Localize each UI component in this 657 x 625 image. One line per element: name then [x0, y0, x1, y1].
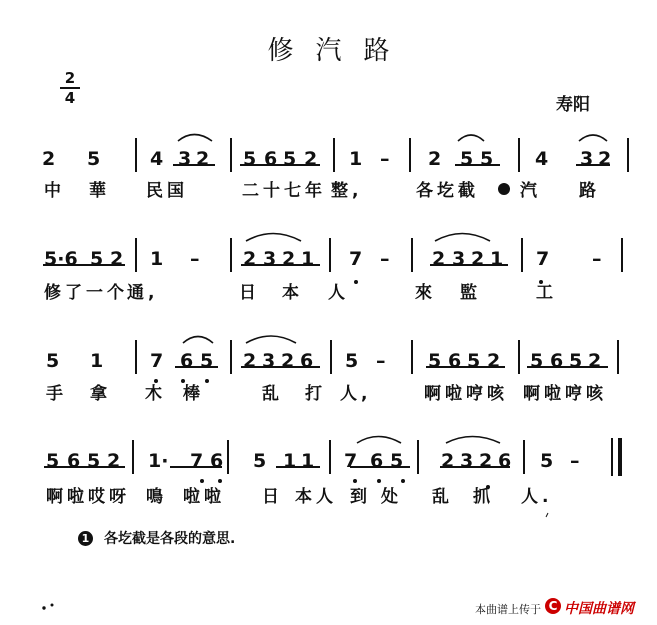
logo-badge-icon: C [545, 598, 561, 614]
note: 5 [200, 350, 214, 372]
logo-text: 中国曲谱网 [564, 601, 634, 617]
note: 6 [264, 148, 278, 170]
note: 5 [283, 148, 297, 170]
note: 5 [90, 248, 104, 270]
upload-credit: 本曲谱上传于 [475, 603, 541, 616]
lyric: 打 [305, 384, 322, 404]
lyric: 人. [521, 487, 553, 507]
note: 5 [530, 350, 544, 372]
lyric: 工 [536, 283, 553, 303]
note: 2 [598, 148, 612, 170]
lyric: 到 [350, 487, 367, 507]
note: 5·6 [44, 248, 78, 270]
note: 2 [441, 450, 455, 472]
lyric: 日 [262, 487, 279, 507]
note: 2 [428, 148, 442, 170]
lyric: 处 [381, 487, 398, 507]
lyric: 來 [415, 283, 432, 303]
footnote-marker: 1 [78, 531, 93, 546]
lyric: 汽 [520, 181, 537, 201]
note: 4 [150, 148, 164, 170]
note: 3 [460, 450, 474, 472]
lyric: 木 [145, 384, 162, 404]
note: 2 [42, 148, 56, 170]
lyric-footnote-marker [498, 183, 510, 195]
note: 7 [344, 450, 358, 472]
note: 2 [304, 148, 318, 170]
note: 6 [498, 450, 512, 472]
lyric: 修了一个 [44, 283, 128, 303]
note: 5 [467, 350, 481, 372]
note: 6 [180, 350, 194, 372]
note: 2 [243, 248, 257, 270]
note: – [380, 148, 390, 170]
lyric: 民国 [146, 181, 188, 201]
lyric: 監 [460, 283, 477, 303]
note: 5 [569, 350, 583, 372]
beams [43, 165, 610, 467]
lyric: 通, [127, 283, 159, 303]
note: 2 [281, 350, 295, 372]
lyric: 華 [89, 181, 106, 201]
lyric: 本 [282, 283, 299, 303]
note: 5 [253, 450, 267, 472]
lyric: 二十七年 [242, 181, 326, 201]
note: – [376, 350, 386, 372]
note: 5 [46, 450, 60, 472]
lyric: 人, [340, 384, 372, 404]
note: 2 [282, 248, 296, 270]
lyric: 啊啦哎呀 [46, 487, 130, 507]
note: 7 [190, 450, 204, 472]
lyric: 乱 [432, 487, 449, 507]
note: 5 [87, 450, 101, 472]
lyric: 拿 [90, 384, 107, 404]
lyric: 整, [331, 181, 363, 201]
lyric: 抓 [473, 487, 490, 507]
note: – [570, 450, 580, 472]
note: 5 [87, 148, 101, 170]
note: 7 [150, 350, 164, 372]
note: – [380, 248, 390, 270]
note: 3 [178, 148, 192, 170]
note: 4 [535, 148, 549, 170]
note: 2 [588, 350, 602, 372]
note: 1· [148, 450, 169, 472]
note: 3 [452, 248, 466, 270]
lyric: 路 [579, 181, 596, 201]
note: 2 [432, 248, 446, 270]
lyric: 棒 [183, 384, 200, 404]
note: 5 [460, 148, 474, 170]
time-signature-bottom: 4 [64, 89, 76, 107]
note: 5 [345, 350, 359, 372]
lyric: 鳴 [146, 487, 163, 507]
time-signature-top: 2 [64, 69, 76, 87]
note: 5 [46, 350, 60, 372]
note: 2 [487, 350, 501, 372]
note: 3 [262, 350, 276, 372]
note: 6 [448, 350, 462, 372]
lyric: 啊啦哼咳 [424, 384, 508, 404]
note: 1 [490, 248, 504, 270]
note: 1 [301, 248, 315, 270]
note: 1 [283, 450, 297, 472]
lyric: 本人 [295, 487, 337, 507]
lyric: 啊啦哼咳 [523, 384, 607, 404]
note: 2 [110, 248, 124, 270]
note: 1 [150, 248, 164, 270]
note: 2 [107, 450, 121, 472]
note: 7 [349, 248, 363, 270]
note: 5 [540, 450, 554, 472]
region-label: 寿阳 [556, 95, 590, 115]
note: 5 [428, 350, 442, 372]
site-logo[interactable] [545, 596, 653, 618]
note: 5 [480, 148, 494, 170]
note: 6 [550, 350, 564, 372]
note: 7 [536, 248, 550, 270]
note: 6 [300, 350, 314, 372]
lyric: 日 [239, 283, 256, 303]
note: 1 [349, 148, 363, 170]
song-title: 修汽路 [267, 36, 412, 66]
lyric: 乱 [262, 384, 279, 404]
note: 6 [67, 450, 81, 472]
note: 2 [479, 450, 493, 472]
note: 2 [243, 350, 257, 372]
lyric: 人 [328, 283, 345, 303]
note: 6 [370, 450, 384, 472]
lyric: 中 [44, 181, 61, 201]
note: – [592, 248, 602, 270]
note: 2 [196, 148, 210, 170]
note: 3 [263, 248, 277, 270]
note: 6 [210, 450, 224, 472]
note: 3 [580, 148, 594, 170]
note: 1 [90, 350, 104, 372]
lyric: 各圪截 [416, 181, 479, 201]
note: 2 [471, 248, 485, 270]
lyric: 手 [46, 384, 63, 404]
note: 5 [243, 148, 257, 170]
note: – [190, 248, 200, 270]
footnote-text: 各圪截是各段的意思. [104, 531, 236, 547]
lyric: 啦啦 [183, 487, 225, 507]
note: 5 [390, 450, 404, 472]
note: 1 [301, 450, 315, 472]
